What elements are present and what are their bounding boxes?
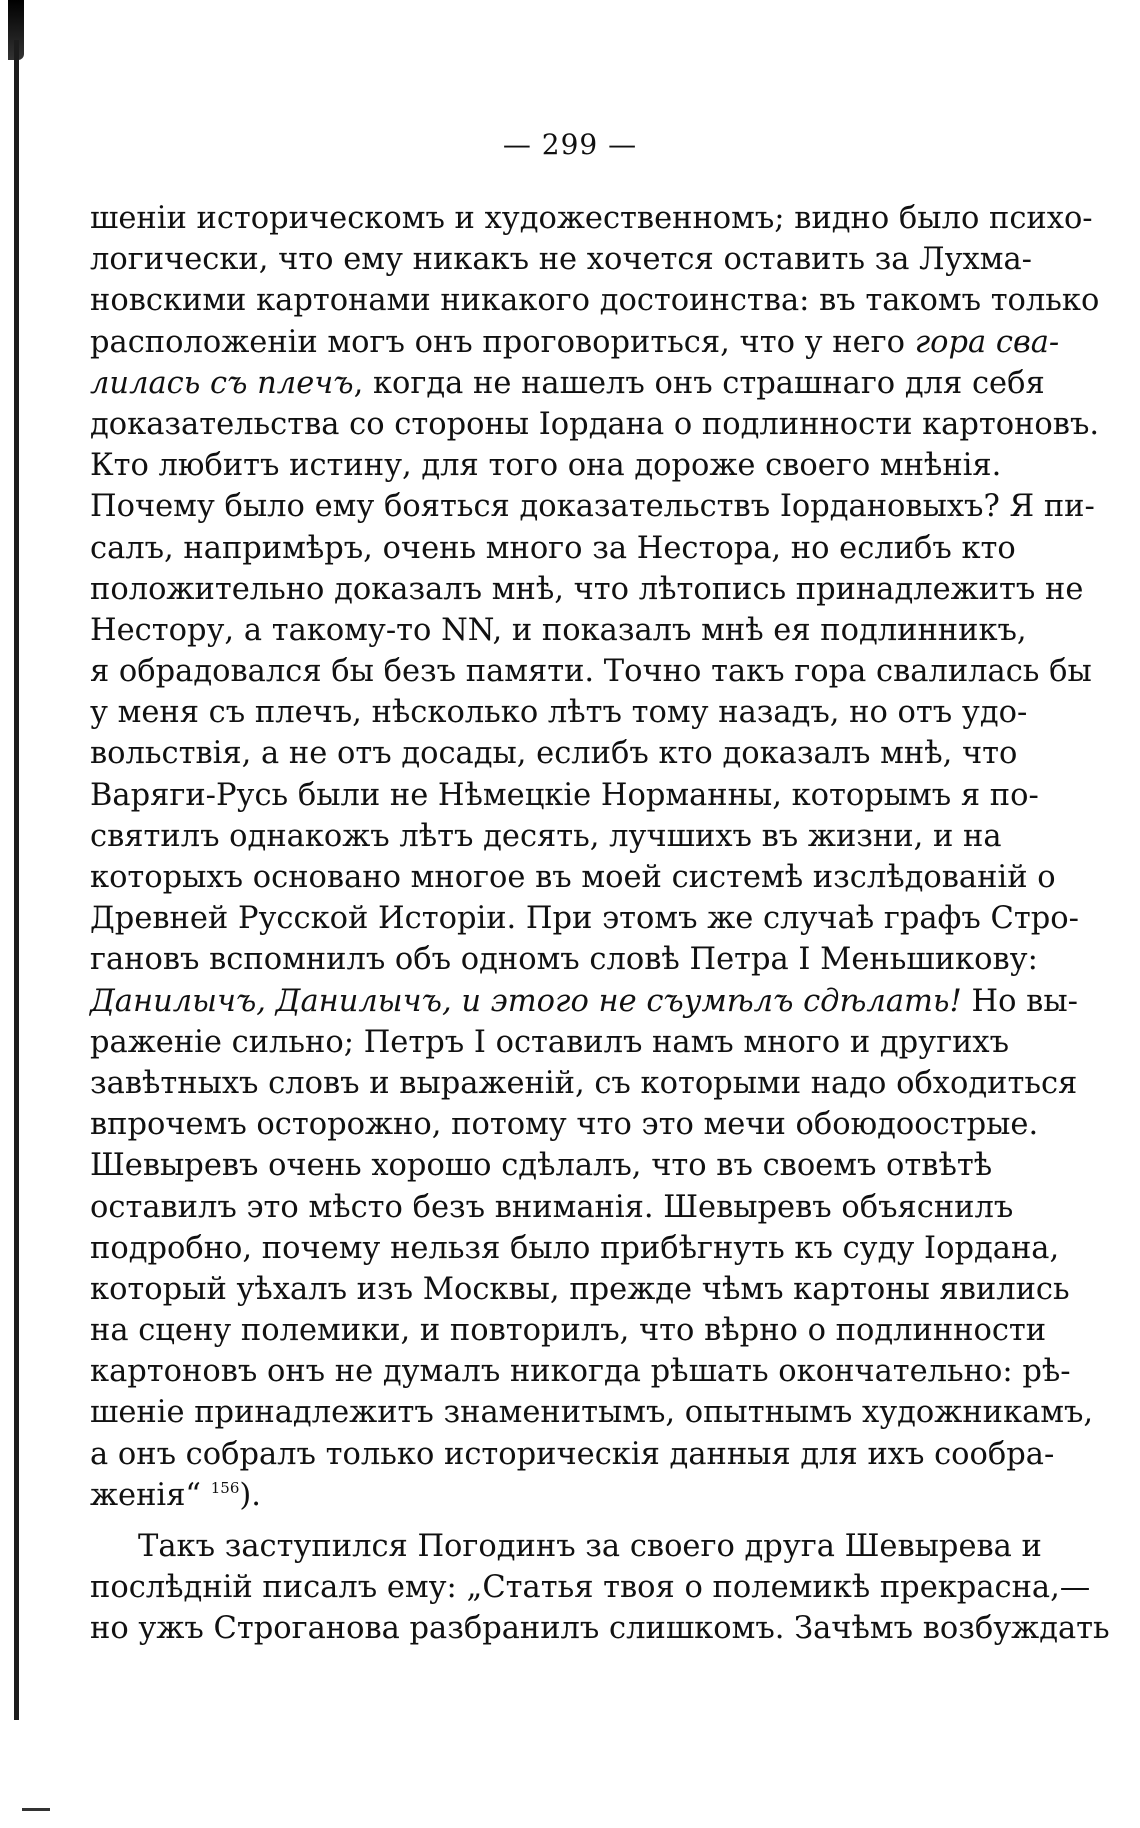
- text-segment: расположеніи могъ онъ проговориться, что у него: [90, 324, 915, 360]
- text-segment: ).: [239, 1477, 261, 1513]
- text-line: [90, 981, 1078, 1022]
- text-segment: Почему было ему бояться доказательствъ Іордановыхъ? Я пи-: [90, 489, 1095, 525]
- text-segment: но ужъ Строганова разбранилъ слишкомъ. Зачѣмъ возбуждать: [90, 1611, 1110, 1647]
- text-segment: логически, что ему никакъ не хочется оставить за Лухма-: [90, 242, 1032, 278]
- text-segment: Такъ заступился Погодинъ за своего друга Шевырева и: [138, 1529, 1042, 1564]
- text-line: [90, 775, 1039, 816]
- text-line: [90, 198, 1093, 239]
- text-line: [90, 898, 1079, 939]
- italic-text: Данилычъ, Данилычъ, и этого не съумѣлъ сдѣлать!: [90, 983, 962, 1019]
- text-line: [90, 692, 1028, 733]
- text-segment: у меня съ плечъ, нѣсколько лѣтъ тому назадъ, но отъ удо-: [90, 695, 1028, 731]
- bottom-mark: [22, 1808, 50, 1811]
- text-line: [90, 363, 1045, 404]
- text-line: [90, 1526, 1042, 1567]
- text-segment: Варяги-Русь были не Нѣмецкіе Норманны, которымъ я по-: [90, 777, 1039, 813]
- text-line: [90, 1269, 1070, 1310]
- text-segment: Нестору, а такому-то NN, и показалъ мнѣ ея подлинникъ,: [90, 612, 1027, 648]
- paragraph-1: [90, 198, 1100, 1516]
- text-line: [90, 1022, 1010, 1063]
- text-segment: Шевыревъ очень хорошо сдѣлалъ, что въ своемъ отвѣтѣ: [90, 1148, 993, 1184]
- paragraph-2: [90, 1526, 1110, 1650]
- text-segment: женія“: [90, 1477, 211, 1513]
- text-line: [90, 610, 1027, 651]
- footnote-marker: 156: [210, 1478, 240, 1497]
- text-line: [90, 1475, 932, 1516]
- text-line: [90, 816, 1002, 857]
- italic-text: лилась съ плечъ: [90, 365, 354, 401]
- text-line: [90, 1145, 993, 1186]
- text-line: [90, 445, 1002, 486]
- text-line: [90, 1310, 1047, 1351]
- text-segment: гановъ вспомнилъ объ одномъ словѣ Петра I Меньшикову:: [90, 942, 1038, 978]
- text-segment: раженіе сильно; Петръ I оставилъ намъ много и другихъ: [90, 1024, 1010, 1060]
- text-segment: которыхъ основано многое въ моей системѣ изслѣдованій о: [90, 860, 1056, 895]
- text-line: [90, 528, 1016, 569]
- text-segment: который уѣхалъ изъ Москвы, прежде чѣмъ картоны явились: [90, 1271, 1070, 1307]
- text-line: [90, 939, 1038, 980]
- text-segment: , когда не нашелъ онъ страшнаго для себя: [353, 365, 1045, 401]
- text-line: [90, 1063, 1078, 1104]
- text-segment: а онъ собралъ только историческія данныя для ихъ сообра-: [90, 1436, 1055, 1472]
- text-line: [90, 1104, 1039, 1145]
- text-segment: послѣдній писалъ ему: „Статья твоя о полемикѣ прекрасна,—: [90, 1570, 1091, 1606]
- text-segment: шеніе принадлежитъ знаменитымъ, опытнымъ художникамъ,: [90, 1395, 1094, 1431]
- text-line: [90, 486, 1095, 527]
- text-segment: картоновъ онъ не думалъ никогда рѣшать окончательно: рѣ-: [90, 1354, 1071, 1390]
- text-segment: новскими картонами никакого достоинства: въ такомъ только: [90, 283, 1100, 319]
- text-line: [90, 322, 1060, 363]
- body-text: [90, 198, 1110, 1650]
- text-line: [90, 1351, 1071, 1392]
- text-segment: впрочемъ осторожно, потому что это мечи обоюдоострые.: [90, 1107, 1039, 1143]
- text-segment: Кто любитъ истину, для того она дороже своего мнѣнія.: [90, 448, 1002, 484]
- text-line: [90, 651, 1092, 692]
- text-segment: оставилъ это мѣсто безъ вниманія. Шевыревъ объяснилъ: [90, 1189, 1014, 1225]
- text-segment: доказательства со стороны Іордана о подлинности картоновъ.: [90, 406, 1100, 442]
- text-line: [90, 569, 1084, 610]
- text-segment: святилъ однакожъ лѣтъ десять, лучшихъ въ жизни, и на: [90, 818, 1002, 854]
- text-line: [90, 280, 1100, 321]
- text-line: [90, 1392, 1094, 1433]
- page-number: — 299 —: [502, 128, 638, 161]
- text-segment: завѣтныхъ словъ и выраженій, съ которыми надо обходиться: [90, 1065, 1078, 1101]
- text-line: [90, 857, 1056, 898]
- text-line: [90, 404, 1100, 445]
- text-line: [90, 1567, 1091, 1608]
- text-line: [90, 1187, 1014, 1228]
- text-segment: вольствія, а не отъ досады, еслибъ кто доказалъ мнѣ, что: [90, 736, 1018, 772]
- text-line: [90, 1228, 1060, 1269]
- text-segment: Но вы-: [961, 983, 1078, 1019]
- text-line: [90, 733, 1018, 774]
- text-segment: салъ, напримѣръ, очень много за Нестора, но еслибъ кто: [90, 530, 1016, 566]
- text-segment: Древней Русской Исторіи. При этомъ же случаѣ графъ Стро-: [90, 901, 1079, 937]
- text-segment: шеніи историческомъ и художественномъ; видно было психо-: [90, 201, 1093, 236]
- text-segment: на сцену полемики, и повторилъ, что вѣрно о подлинности: [90, 1313, 1047, 1349]
- text-line: [90, 1434, 1055, 1475]
- text-line: [90, 1608, 1110, 1649]
- text-segment: подробно, почему нельзя было прибѣгнуть къ суду Іордана,: [90, 1230, 1060, 1266]
- text-segment: я обрадовался бы безъ памяти. Точно такъ гора свалилась бы: [90, 654, 1092, 690]
- italic-text: гора сва-: [914, 324, 1060, 360]
- text-line: [90, 239, 1032, 280]
- binding-edge: [14, 40, 19, 1720]
- text-segment: положительно доказалъ мнѣ, что лѣтопись принадлежитъ не: [90, 571, 1084, 607]
